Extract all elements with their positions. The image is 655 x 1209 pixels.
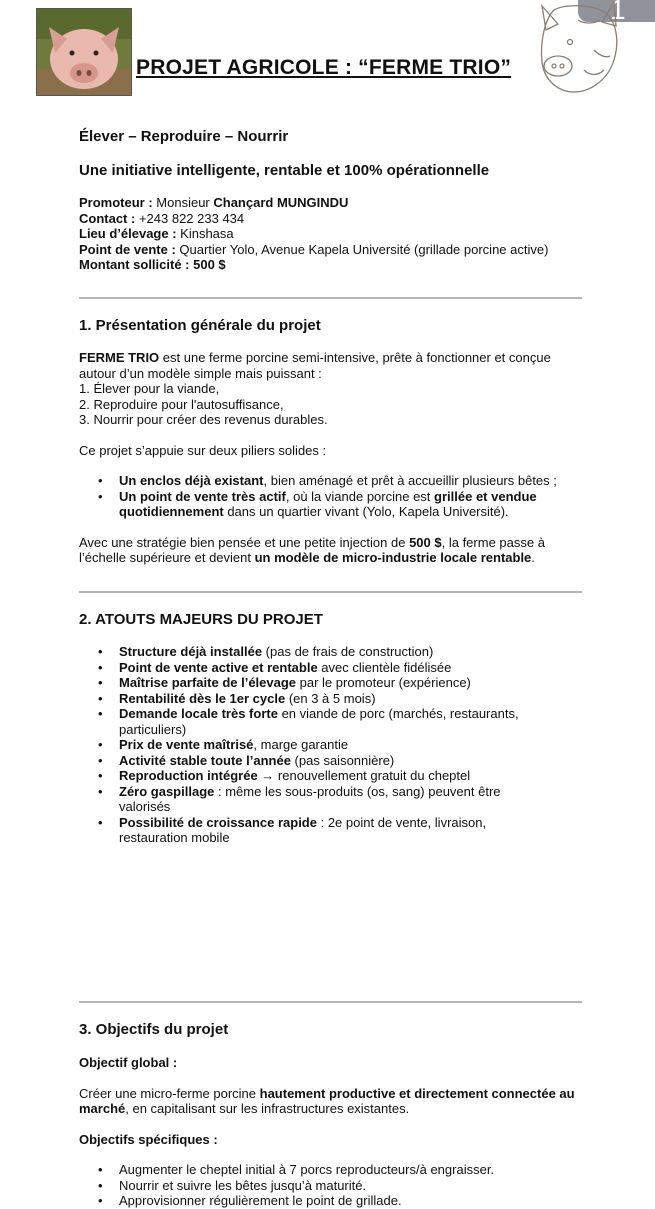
document-title: PROJET AGRICOLE : “FERME TRIO”	[136, 56, 512, 79]
pig-photo	[36, 8, 132, 96]
section3-body	[79, 1055, 581, 1209]
section-divider	[79, 297, 582, 299]
list-item: • Structure déjà installée (pas de frais de construction)	[79, 644, 549, 660]
point-de-vente-line: Point de vente : Quartier Yolo, Avenue Kapela Université (grillade porcine active)	[79, 241, 549, 257]
section1-body	[79, 350, 581, 566]
contact-line: Contact : +243 822 233 434	[79, 210, 245, 226]
point-3: 3. Nourrir pour créer des revenus durables.	[79, 412, 328, 427]
list-item: • Prix de vente maîtrisé, marge garantie	[79, 737, 549, 753]
montant-line: Montant sollicité : 500 $	[79, 257, 226, 272]
lieu-line: Lieu d’élevage : Kinshasa	[79, 226, 234, 241]
strategy-paragraph: Avec une stratégie bien pensée et une petite injection de 500 $, la ferme passe à l’échelle supérieure et devient un modèle de micro-industrie locale rentable.	[79, 534, 545, 565]
objectifs-list	[79, 1162, 581, 1209]
list-item: • Demande locale très forte en viande de porc (marchés, restaurants, particuliers)	[79, 706, 549, 737]
point-2: 2. Reproduire pour l'autosuffisance,	[79, 396, 284, 412]
section2-body	[79, 644, 581, 846]
list-item: • Augmenter le cheptel initial à 7 porcs reproducteurs/à engraisser.	[79, 1162, 581, 1178]
tagline: Élever – Reproduire – Nourrir	[79, 128, 289, 145]
project-info	[79, 195, 581, 273]
pig-sketch-illustration	[534, 0, 626, 100]
atouts-list	[79, 644, 549, 846]
intro-paragraph: FERME TRIO est une ferme porcine semi-intensive, prête à fonctionner et conçue autour d’un modèle simple mais puissant :	[79, 350, 551, 381]
subtitle: Une initiative intelligente, rentable et 100% opérationnelle	[79, 162, 490, 179]
promoteur-line: Promoteur : Monsieur Chançard MUNGINDU	[79, 195, 349, 210]
objectifs-specifiques-label: Objectifs spécifiques :	[79, 1131, 218, 1147]
objectif-global-text: Créer une micro-ferme porcine hautement productive et directement connectée au marché, en capitalisant sur les infrastructures existantes.	[79, 1085, 575, 1116]
objectif-global-label: Objectif global :	[79, 1055, 178, 1070]
piliers-intro: Ce projet s’appuie sur deux piliers solides :	[79, 442, 327, 458]
list-item: • Nourrir et suivre les bêtes jusqu’à maturité.	[79, 1178, 581, 1194]
list-item: • Possibilité de croissance rapide : 2e point de vente, livraison, restauration mobile	[79, 815, 549, 846]
point-1: 1. Élever pour la viande,	[79, 381, 220, 396]
page-number: 1	[610, 0, 626, 25]
list-item: • Zéro gaspillage : même les sous-produits (os, sang) peuvent être valorisés	[79, 784, 549, 815]
list-item: • Reproduction intégrée → renouvellement gratuit du cheptel	[79, 768, 549, 784]
section1-heading: 1. Présentation générale du projet	[79, 317, 321, 334]
list-item: • Rentabilité dès le 1er cycle (en 3 à 5 mois)	[79, 691, 549, 707]
piliers-list	[79, 473, 581, 520]
section-divider	[79, 591, 582, 593]
list-item: • Un point de vente très actif, où la viande porcine est grillée et vendue quotidiennement dans un quartier vivant (Yolo, Kapela Université).	[79, 489, 581, 520]
list-item: • Un enclos déjà existant, bien aménagé et prêt à accueillir plusieurs bêtes ;	[79, 473, 581, 489]
section3-heading: 3. Objectifs du projet	[79, 1021, 229, 1038]
section2-heading: 2. ATOUTS MAJEURS DU PROJET	[79, 611, 323, 628]
list-item: • Point de vente active et rentable avec clientèle fidélisée	[79, 660, 549, 676]
list-item: • Maîtrise parfaite de l’élevage par le promoteur (expérience)	[79, 675, 549, 691]
section-divider	[79, 1001, 582, 1003]
list-item: • Approvisionner régulièrement le point de grillade.	[79, 1193, 581, 1209]
list-item: • Activité stable toute l’année (pas saisonnière)	[79, 753, 549, 769]
